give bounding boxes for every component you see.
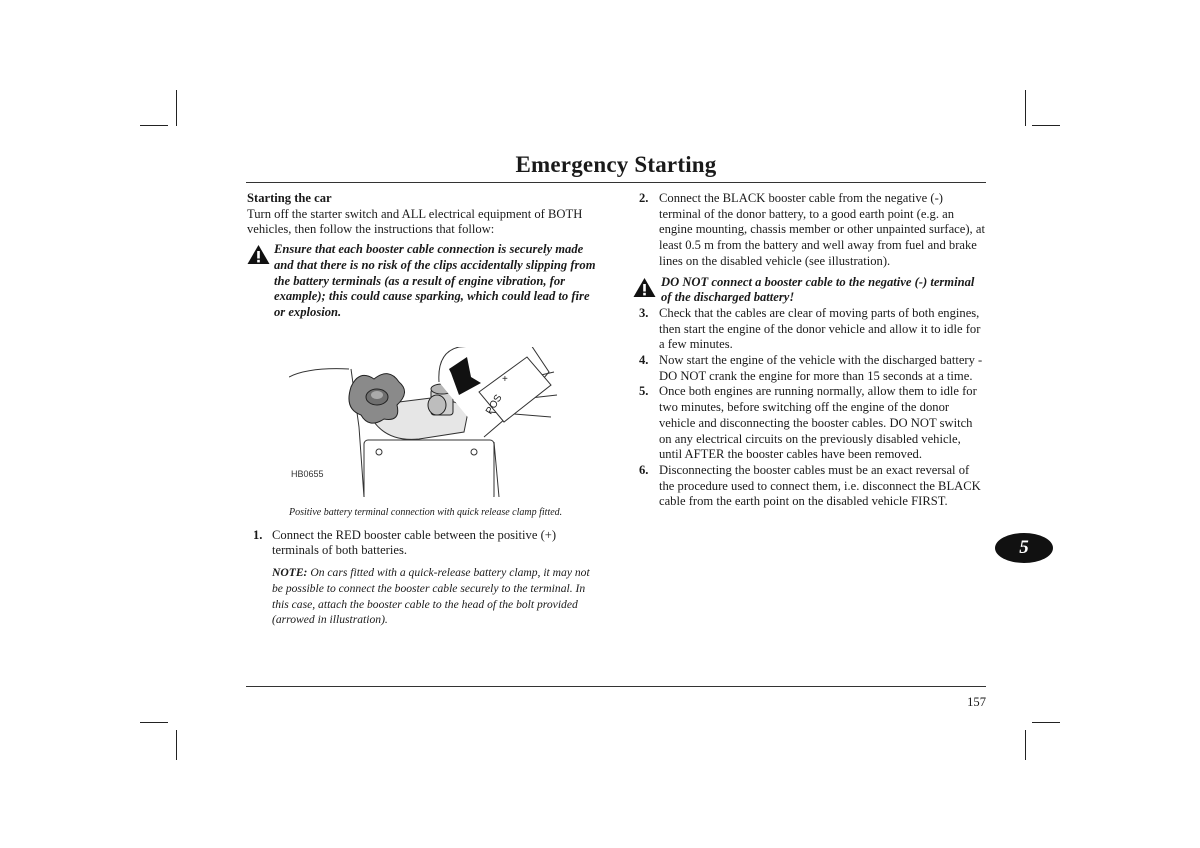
list-item [636,353,986,384]
page-number: 157 [967,695,986,709]
step-number: 6. [639,462,649,477]
step-text: Once both engines are running normally, allow them to idle for two minutes, before switching off the engine of the donor vehicle and disconnecting the booster cables. DO NOT switch on any electrical circuits on the previously disabled vehicle, until AFTER the booster cables have been removed. [659,384,977,462]
list-item [636,191,986,270]
footer-rule [246,686,986,687]
note-text: On cars fitted with a quick-release battery clamp, it may not be possible to connect the booster cable securely to the terminal. In this case, attach the booster cable to the head of the bolt provided (arrowed in illustration). [272,566,590,627]
step-text: Disconnecting the booster cables must be an exact reversal of the procedure used to connect them, i.e. disconnect the BLACK cable from the earth point on the disabled vehicle FIRST. [659,462,981,509]
crop-mark [140,722,168,723]
page-title: Emergency Starting [515,152,717,177]
battery-clamp-drawing [289,347,559,497]
warning-text: Ensure that each booster cable connection is securely made and that there is no risk of the clips accidentally slipping from the battery terminals (as a result of engine vibration, for example); this could cause sparking, which could lead to fire or explosion. [274,242,596,319]
figure-plus-label: + [502,373,508,385]
crop-mark [1025,730,1026,760]
step-text: Now start the engine of the vehicle with the discharged battery - DO NOT crank the engine for more than 15 seconds at a time. [659,353,983,383]
battery-terminal-illustration [289,347,559,507]
figure-caption: Positive battery terminal connection with quick release clamp fitted. [289,506,563,518]
figure-code: HB0655 [291,468,324,479]
crop-mark [140,125,168,126]
step-number: 2. [639,191,649,205]
warning-block [247,242,599,321]
title-rule [246,182,986,183]
step-text: Connect the BLACK booster cable from the negative (-) terminal of the donor battery, to a good earth point (e.g. an engine mounting, chassis member or other unpainted surface), at least 0.5 m from the battery and well away from fuel and brake lines on the disabled vehicle (see illustration). [659,191,985,268]
list-item [247,528,599,559]
note-label: NOTE: [272,566,308,580]
step-text: Connect the RED booster cable between the positive (+) terminals of both batteries. [272,527,557,558]
step-text: Check that the cables are clear of moving parts of both engines, then start the engine of the donor vehicle and allow it to idle for a few minutes. [659,305,981,352]
chapter-tab: 5 [995,533,1053,563]
crop-mark [176,90,177,126]
intro-text: Turn off the starter switch and ALL electrical equipment of BOTH vehicles, then follow the instructions that follow: [247,206,583,237]
warning-text: DO NOT connect a booster cable to the negative (-) terminal of the discharged battery! [661,274,975,305]
warning-icon [633,277,656,298]
crop-mark [1032,125,1060,126]
list-item [636,463,986,510]
crop-mark [176,730,177,760]
note-block [247,565,599,628]
step-number: 5. [639,384,649,399]
warning-icon [247,244,270,265]
left-column [247,191,599,628]
list-item [636,306,986,353]
crop-mark [1032,722,1060,723]
section-subheading: Starting the car [247,191,332,205]
crop-mark [1025,90,1026,126]
list-item [636,384,986,463]
warning-block [636,275,986,306]
step-number: 4. [639,353,649,368]
right-column [636,191,986,510]
step-number: 3. [639,305,649,320]
figure-pos-label: POS [484,392,505,417]
step-number: 1. [253,527,263,542]
